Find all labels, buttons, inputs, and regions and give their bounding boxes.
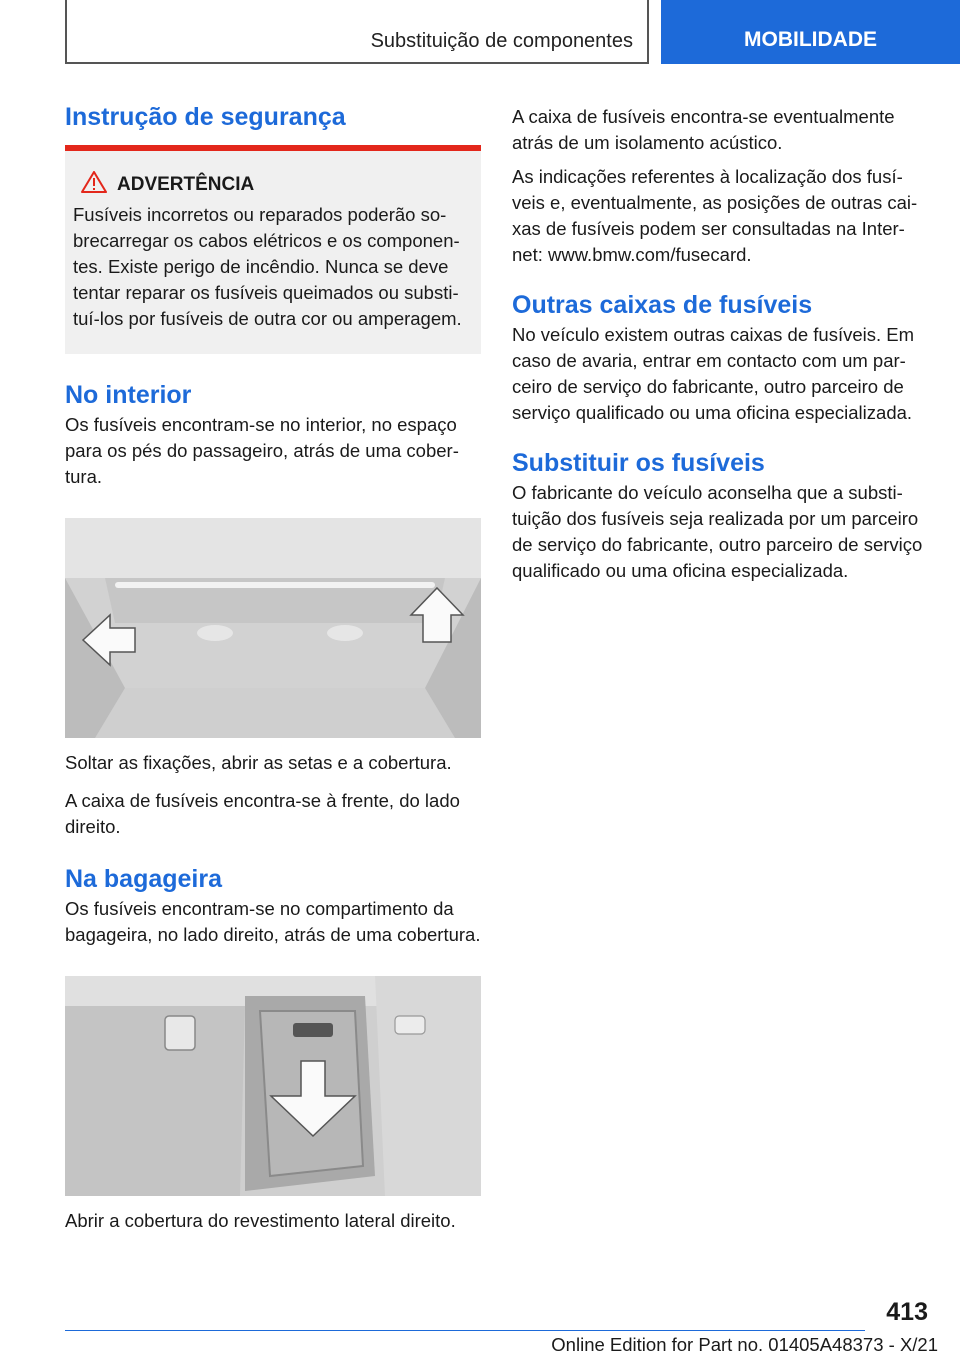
heading-other-boxes: Outras caixas de fusíveis [512, 291, 813, 319]
paragraph-internet: As indicações referentes à localização dos fusíveis e, eventualmente, as posições de outras caixas de fusíveis podem ser consultadas na Internet: www.bmw.com/fusecard. [512, 166, 918, 265]
page-number: 413 [886, 1298, 928, 1326]
heading-interior: No interior [65, 381, 192, 409]
trunk-fuse-photo [65, 976, 481, 1196]
heading-replace-fuses: Substituir os fusíveis [512, 449, 765, 477]
warning-triangle-icon [81, 171, 107, 198]
paragraph-trunk: Os fusíveis encontram-se no compartimento da bagageira, no lado direito, atrás de uma cobertura. [65, 898, 481, 945]
heading-safety: Instrução de segurança [65, 103, 346, 131]
interior-fuse-photo [65, 518, 481, 738]
paragraph-replace-fuses: O fabricante do veículo aconselha que a substituição dos fusíveis seja realizada por um parceiro de serviço do fabricante, outro parceiro de serviço qualificado ou uma oficina especializada. [512, 482, 923, 581]
footer-rule [65, 1330, 865, 1331]
right-column [512, 104, 926, 584]
heading-trunk: Na bagageira [65, 865, 223, 893]
left-column [65, 100, 481, 1234]
paragraph-acoustic: A caixa de fusíveis encontra-se eventualmente atrás de um isolamento acústico. [512, 106, 895, 153]
header-section-title: Substituição de componentes [370, 30, 633, 52]
caption-interior: Soltar as fixações, abrir as setas e a cobertura. [65, 752, 452, 773]
warning-title: ADVERTÊNCIA [117, 173, 255, 195]
paragraph-other-boxes: No veículo existem outras caixas de fusíveis. Em caso de avaria, entrar em contacto com um parceiro de serviço do fabricante, outro parceiro de serviço qualificado ou uma oficina especializada. [512, 324, 915, 423]
header-section-box [65, 0, 649, 64]
paragraph-front: A caixa de fusíveis encontra-se à frente, do lado direito. [65, 790, 460, 837]
warning-text: Fusíveis incorretos ou reparados poderão sobrecarregar os cabos elétricos e os componentes. Existe perigo de incêndio. Nunca se deve tentar reparar os fusíveis queimados ou substituí-los por fusíveis de outra cor ou amperagem. [73, 204, 462, 329]
header-chapter-tab: MOBILIDADE [661, 0, 960, 64]
warning-box [65, 151, 481, 354]
paragraph-interior: Os fusíveis encontram-se no interior, no espaço para os pés do passageiro, atrás de uma cobertura. [65, 414, 459, 487]
footer-edition: Online Edition for Part no. 01405A48373 - X/21 [551, 1334, 938, 1355]
caption-trunk: Abrir a cobertura do revestimento lateral direito. [65, 1210, 456, 1231]
